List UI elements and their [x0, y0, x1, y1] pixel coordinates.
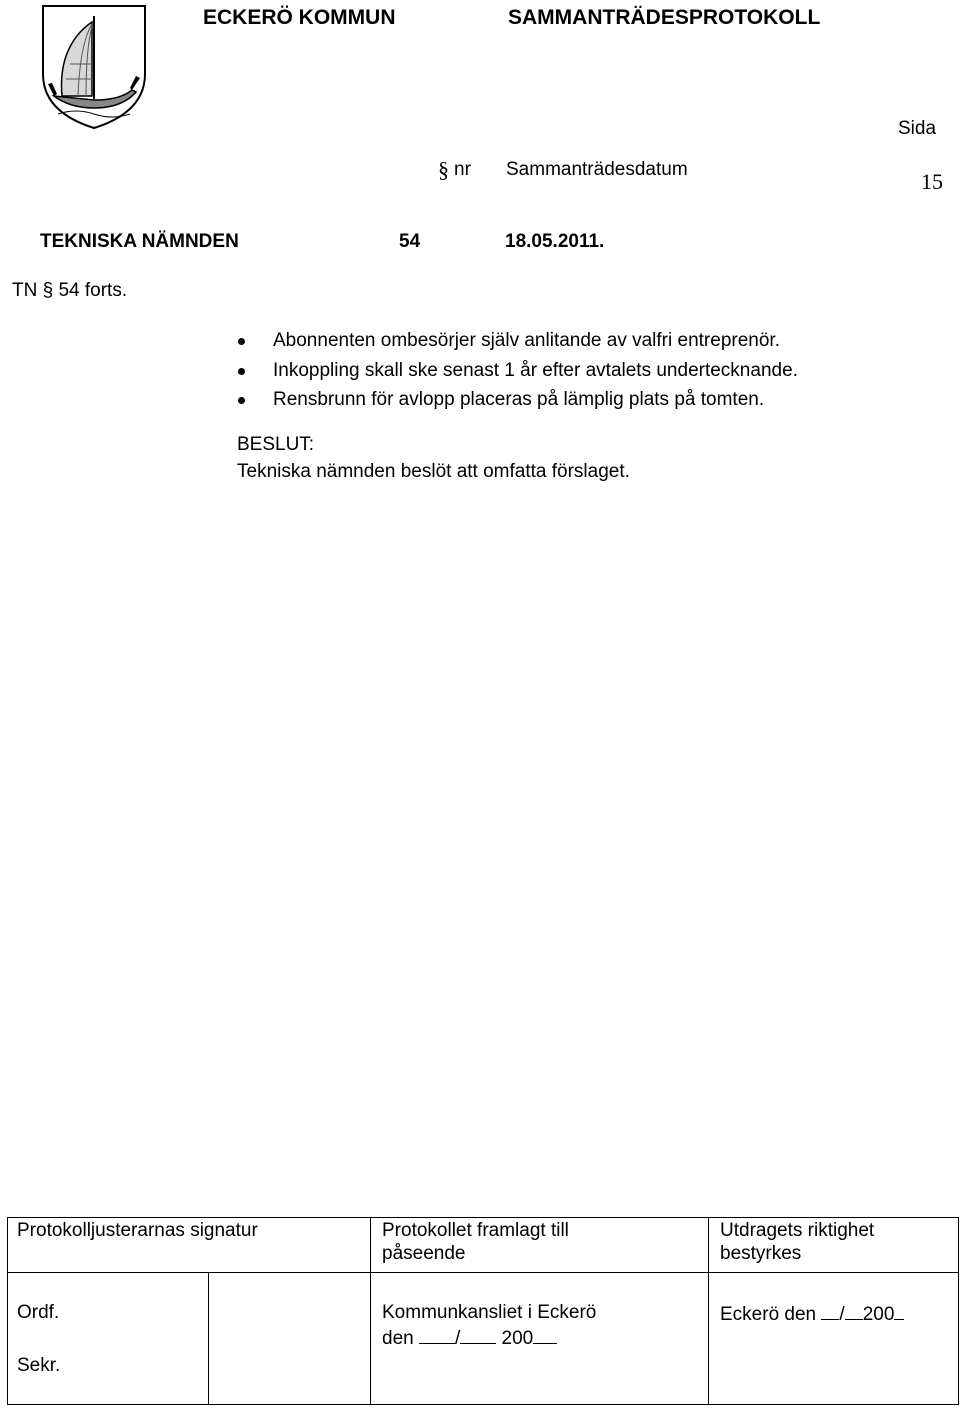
coat-of-arms-logo	[40, 4, 148, 130]
day-blank	[419, 1326, 455, 1344]
date-slash: /	[454, 1328, 461, 1349]
section-symbol: §	[438, 157, 449, 182]
decision-label: BESLUT:	[237, 434, 315, 455]
year-blank	[894, 1302, 904, 1320]
page-number: 15	[921, 169, 943, 194]
posted-column-header-line1: Protokollet framlagt till	[382, 1220, 569, 1241]
document-type-title: SAMMANTRÄDESPROTOKOLL	[508, 6, 821, 29]
committee-name: TEKNISKA NÄMNDEN	[40, 231, 239, 252]
year-blank	[533, 1326, 557, 1344]
year-prefix: 200	[501, 1328, 534, 1349]
secretary-label: Sekr.	[17, 1355, 61, 1376]
certification-date	[720, 1302, 904, 1326]
page-label: Sida	[898, 118, 937, 139]
day-blank	[821, 1302, 839, 1320]
municipality-title: ECKERÖ KOMMUN	[203, 6, 396, 29]
eckero-den-label: Eckerö den	[720, 1304, 817, 1325]
meeting-date: 18.05.2011.	[505, 231, 605, 252]
bullet-item-2: Inkoppling skall ske senast 1 år efter avtalets undertecknande.	[273, 360, 798, 381]
decision-text: Tekniska nämnden beslöt att omfatta förslaget.	[237, 461, 630, 482]
municipal-office-text: Kommunkansliet i Eckerö	[382, 1302, 597, 1323]
section-number: 54	[399, 231, 421, 252]
month-blank	[460, 1326, 496, 1344]
signature-column-header: Protokolljusterarnas signatur	[17, 1220, 258, 1241]
posted-column-header-line2: påseende	[382, 1243, 466, 1264]
year-prefix: 200	[862, 1304, 895, 1325]
bullet-item-3: Rensbrunn för avlopp placeras på lämplig plats på tomten.	[273, 389, 765, 410]
date-slash: /	[839, 1304, 845, 1325]
date-label: Sammanträdesdatum	[506, 159, 688, 180]
den-label: den	[382, 1328, 414, 1349]
month-blank	[845, 1302, 863, 1320]
bullet-item-1: Abonnenten ombesörjer själv anlitande av valfri entreprenör.	[273, 330, 780, 351]
certified-column-header-line1: Utdragets riktighet	[720, 1220, 875, 1241]
nr-label: nr	[454, 159, 471, 180]
continuation-heading: TN § 54 forts.	[12, 280, 128, 301]
chairman-label: Ordf.	[17, 1302, 60, 1323]
certified-column-header-line2: bestyrkes	[720, 1243, 802, 1264]
municipal-office-date	[382, 1326, 557, 1350]
